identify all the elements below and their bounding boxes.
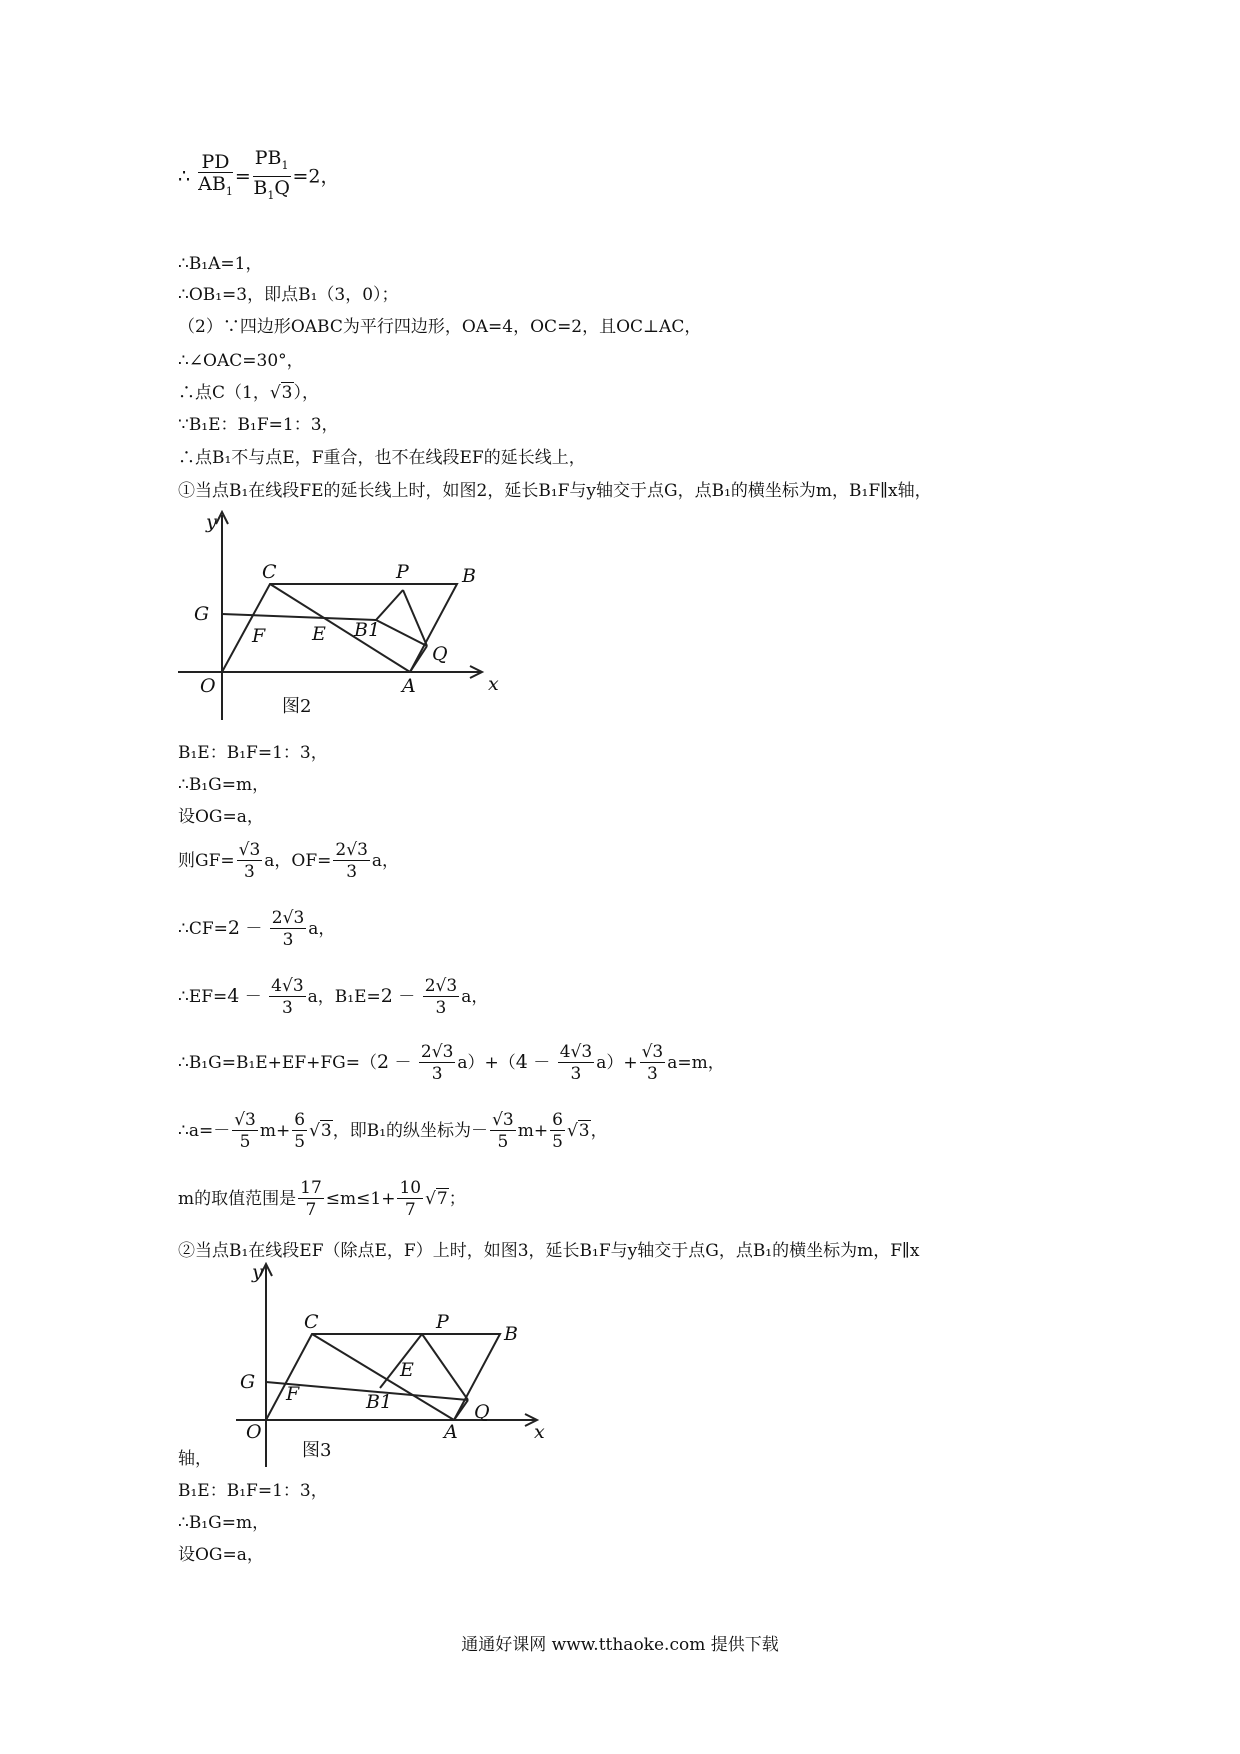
text: ）， xyxy=(293,383,319,403)
text: ； xyxy=(448,1189,466,1209)
sqrt-expr: √3 xyxy=(269,383,293,403)
figure-2-svg xyxy=(170,510,510,725)
y-axis-label: y xyxy=(252,1262,263,1283)
fraction-2sqrt3-3 xyxy=(333,840,370,883)
text-line: B₁E：B₁F=1：3， xyxy=(178,743,328,763)
radicand: 3 xyxy=(292,976,304,996)
text-line: ∴B₁A=1， xyxy=(178,254,263,274)
text: ， xyxy=(590,1121,608,1141)
point-b1-label: B1 xyxy=(366,1391,393,1413)
text: ，即B₁的纵坐标为－ xyxy=(332,1121,489,1141)
radicand: 3 xyxy=(502,1110,514,1130)
page-footer: 通通好课网 www.tthaoke.com 提供下载 xyxy=(461,1635,779,1655)
point-a-label: A xyxy=(444,1421,458,1443)
text: a，OF= xyxy=(264,851,332,871)
radicand: 3 xyxy=(578,1121,590,1141)
x-axis-label: x xyxy=(534,1421,545,1443)
equation-a xyxy=(178,1110,608,1153)
x-axis-label: x xyxy=(488,673,499,695)
point-c-label: C xyxy=(304,1311,319,1333)
equation-b1g-sum xyxy=(178,1042,725,1085)
y-axis-label: y xyxy=(206,511,217,533)
text-line: ∴点B₁不与点E，F重合，也不在线段EF的延长线上， xyxy=(178,448,586,468)
text-line: 轴， xyxy=(178,1449,212,1469)
point-c-label: C xyxy=(262,561,277,583)
text-line: （2）∵四边形OABC为平行四边形，OA=4，OC=2，且OC⊥AC， xyxy=(178,317,702,337)
coef: 2 xyxy=(424,976,436,996)
numerator: 6 xyxy=(552,1110,563,1130)
sqrt-expr: √7 xyxy=(425,1189,448,1209)
text: m+ xyxy=(259,1121,291,1141)
numerator: √3 xyxy=(641,1042,664,1062)
text-line-point-c xyxy=(178,382,319,404)
text-line: ∴B₁G=m， xyxy=(178,775,270,795)
equals: = xyxy=(234,165,251,188)
radicand: 3 xyxy=(581,1042,593,1062)
point-p-label: P xyxy=(436,1311,449,1333)
text: ∴CF= xyxy=(178,919,228,939)
equation-tail: =2， xyxy=(292,165,340,188)
fraction-2sqrt3-3 xyxy=(423,976,460,1019)
point-e-label: E xyxy=(312,623,326,645)
text-line: B₁E：B₁F=1：3， xyxy=(178,1481,328,1501)
radicand: 3 xyxy=(320,1121,332,1141)
point-g-label: G xyxy=(240,1371,256,1393)
point-f-label: F xyxy=(252,625,266,647)
figure-3-caption: 图3 xyxy=(302,1440,332,1461)
denominator: 3 xyxy=(570,1064,582,1084)
numerator: 4√3 xyxy=(559,1042,593,1062)
fraction-17-7 xyxy=(298,1178,324,1221)
den-sub: 1 xyxy=(267,188,275,202)
text-line: ∵B₁E：B₁F=1：3， xyxy=(178,415,339,435)
coef: 2 xyxy=(335,840,347,860)
equation-gf-of xyxy=(178,840,399,883)
denominator xyxy=(198,173,233,203)
number: 2 xyxy=(227,917,240,939)
denominator: 3 xyxy=(282,998,293,1018)
radicand: 3 xyxy=(442,1042,454,1062)
denominator: 3 xyxy=(431,1064,443,1084)
text: a）+（ xyxy=(457,1053,516,1073)
radicand: 3 xyxy=(245,1110,256,1130)
den-text-q: Q xyxy=(274,176,290,199)
text: a=m， xyxy=(667,1053,725,1073)
number: 2 xyxy=(380,985,393,1007)
figure-3-svg xyxy=(232,1262,552,1472)
number: 2 xyxy=(376,1051,390,1073)
point-f-label: F xyxy=(286,1383,300,1405)
radicand: 3 xyxy=(281,383,293,403)
text-line: 设OG=a， xyxy=(178,1545,264,1565)
minus: － xyxy=(398,987,416,1007)
radicand: 3 xyxy=(357,840,368,860)
denominator: 5 xyxy=(239,1132,251,1152)
equation-cf xyxy=(178,908,335,951)
point-o-label: O xyxy=(246,1421,262,1443)
radicand: 3 xyxy=(446,976,458,996)
equation-ef-b1e xyxy=(178,976,488,1019)
fraction-4sqrt3-3 xyxy=(558,1042,595,1085)
denominator: 3 xyxy=(346,862,358,882)
radicand: 3 xyxy=(652,1042,664,1062)
text-line: ∴OB₁=3，即点B₁（3，0）； xyxy=(178,285,399,305)
fraction-4sqrt3-3 xyxy=(269,976,306,1019)
text: ≤m≤1+ xyxy=(325,1189,396,1209)
denominator: 5 xyxy=(497,1132,509,1152)
minus: － xyxy=(244,987,262,1007)
numerator xyxy=(253,148,291,177)
text: ∴B₁G=B₁E+EF+FG=（ xyxy=(178,1053,377,1073)
therefore-symbol: ∴ xyxy=(178,165,191,188)
num-sub: 1 xyxy=(281,158,289,172)
denominator: 7 xyxy=(305,1200,317,1220)
numerator: 2√3 xyxy=(271,908,305,928)
numerator: 2√3 xyxy=(424,976,458,996)
denominator: 5 xyxy=(294,1132,306,1152)
numerator: 4√3 xyxy=(271,976,304,996)
point-b-label: B xyxy=(462,565,476,587)
numerator: √3 xyxy=(492,1110,514,1130)
equation-m-range xyxy=(178,1178,466,1221)
radicand: 7 xyxy=(436,1189,448,1209)
numerator: √3 xyxy=(234,1110,256,1130)
text: a）+ xyxy=(596,1053,638,1073)
text: a，B₁E= xyxy=(307,987,381,1007)
fraction-sqrt3-3 xyxy=(237,840,263,883)
text-line: 设OG=a， xyxy=(178,807,264,827)
numerator: 17 xyxy=(300,1178,322,1198)
numerator: √3 xyxy=(238,840,261,860)
minus: － xyxy=(394,1053,412,1073)
text-line: ∴∠OAC=30°， xyxy=(178,351,304,371)
point-b-label: B xyxy=(504,1323,518,1345)
point-a-label: A xyxy=(402,675,416,697)
fraction-2sqrt3-3 xyxy=(419,1042,456,1085)
denominator: 7 xyxy=(404,1200,416,1220)
denominator: 5 xyxy=(552,1132,563,1152)
fraction-sqrt3-3 xyxy=(640,1042,666,1085)
fraction-sqrt3-5 xyxy=(232,1110,258,1153)
coef: 4 xyxy=(559,1042,571,1062)
den-sub: 1 xyxy=(225,184,233,198)
text: ∴点C（1， xyxy=(178,383,270,403)
text: 则GF= xyxy=(178,851,235,871)
fraction-pb1-b1q xyxy=(253,148,291,207)
fraction-sqrt3-5 xyxy=(490,1110,516,1153)
point-o-label: O xyxy=(200,675,216,697)
denominator: 3 xyxy=(244,862,255,882)
figure-3 xyxy=(232,1262,552,1472)
num-text: PB xyxy=(254,147,282,169)
den-text: AB xyxy=(198,172,226,195)
text: a， xyxy=(308,919,336,939)
number: 4 xyxy=(227,985,240,1007)
numerator: 10 xyxy=(399,1178,422,1198)
fraction-10-7 xyxy=(397,1178,423,1221)
point-g-label: G xyxy=(194,603,210,625)
fraction-6-5 xyxy=(292,1110,307,1153)
radicand: 3 xyxy=(249,840,261,860)
minus: － xyxy=(245,919,263,939)
figure-2 xyxy=(170,510,510,725)
equation-ratio xyxy=(178,148,340,207)
numerator: 2√3 xyxy=(335,840,368,860)
fraction-2sqrt3-3 xyxy=(270,908,307,951)
denominator: 3 xyxy=(282,930,294,950)
point-e-label: E xyxy=(400,1359,414,1381)
fraction-pd-ab1 xyxy=(198,152,233,203)
numerator: 6 xyxy=(294,1110,306,1130)
fraction-6-5 xyxy=(550,1110,565,1153)
text-line: ①当点B₁在线段FE的延长线上时，如图2，延长B₁F与y轴交于点G，点B₁的横坐标为m，B₁F∥x轴， xyxy=(178,481,932,501)
numerator: 2√3 xyxy=(420,1042,454,1062)
radicand: 3 xyxy=(293,908,305,928)
number: 4 xyxy=(515,1051,528,1073)
denominator: 3 xyxy=(435,998,447,1018)
numerator: PD xyxy=(198,152,233,173)
text: m+ xyxy=(517,1121,549,1141)
point-b1-label: B1 xyxy=(354,619,381,641)
point-p-label: P xyxy=(396,561,409,583)
text-line: ∴B₁G=m， xyxy=(178,1513,270,1533)
sqrt-expr: √3 xyxy=(309,1121,332,1141)
den-text: B xyxy=(253,176,268,199)
coef: 2 xyxy=(420,1042,432,1062)
coef: 4 xyxy=(271,976,282,996)
denominator xyxy=(253,177,291,207)
text: ∴EF= xyxy=(178,987,228,1007)
text: a， xyxy=(461,987,489,1007)
sqrt-expr: √3 xyxy=(566,1121,590,1141)
text-line: ②当点B₁在线段EF（除点E，F）上时，如图3，延长B₁F与y轴交于点G，点B₁的横坐标为m，F∥x xyxy=(178,1241,920,1261)
denominator: 3 xyxy=(647,1064,658,1084)
text: a， xyxy=(371,851,400,871)
text: ∴a=－ xyxy=(178,1121,231,1141)
text: m的取值范围是 xyxy=(178,1189,297,1209)
coef: 2 xyxy=(271,908,283,928)
point-q-label: Q xyxy=(432,643,448,665)
point-q-label: Q xyxy=(474,1401,490,1423)
minus: － xyxy=(533,1053,551,1073)
figure-2-caption: 图2 xyxy=(282,696,312,717)
